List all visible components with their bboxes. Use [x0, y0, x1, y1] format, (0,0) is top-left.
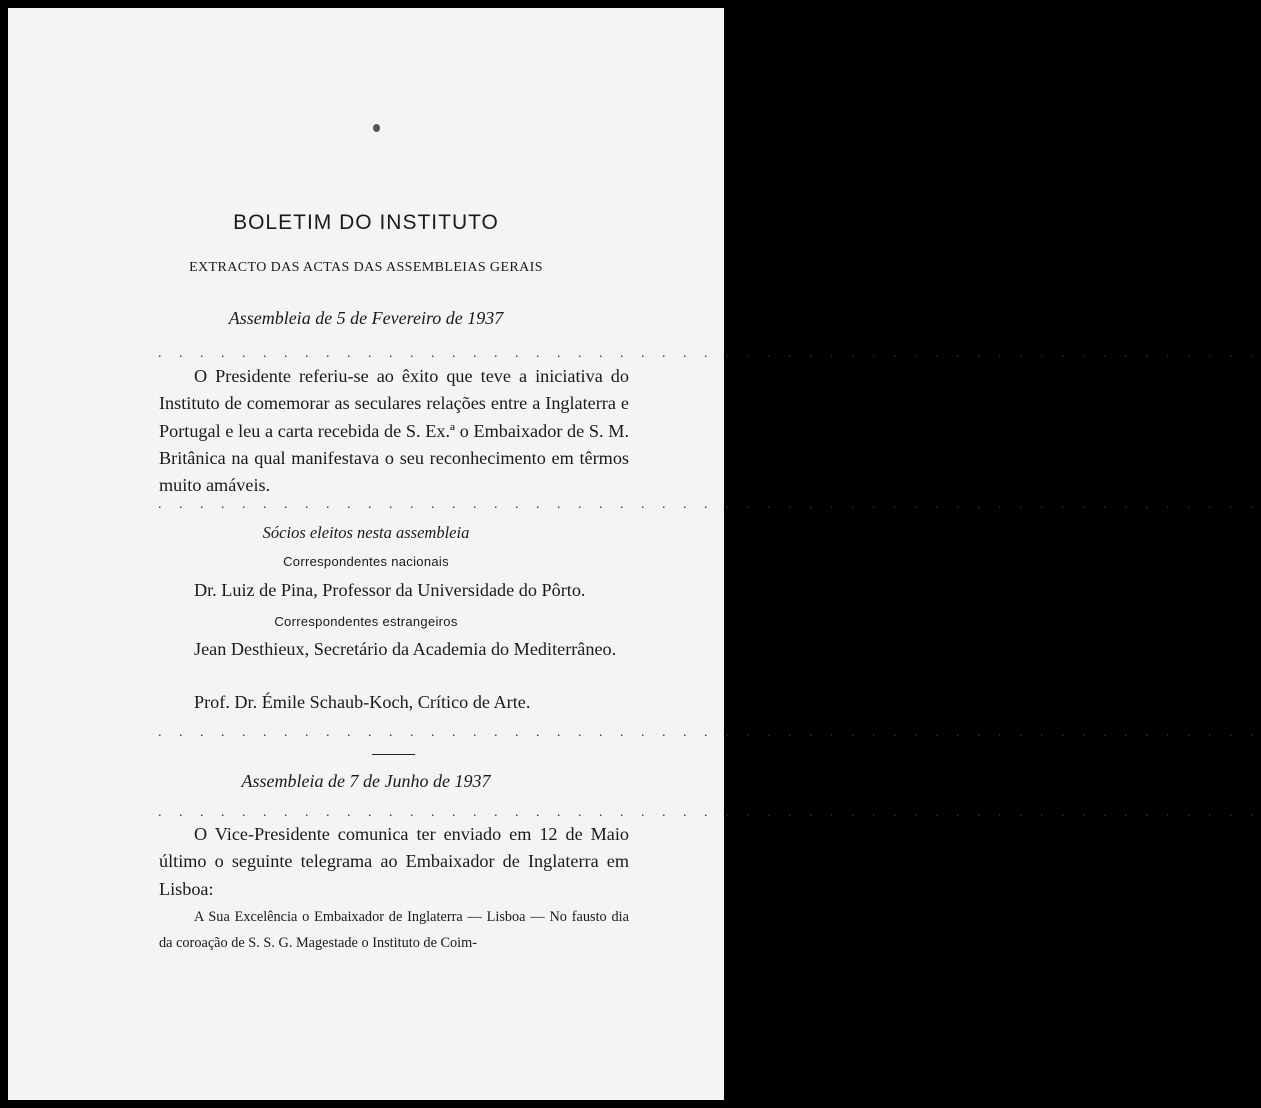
- page-title: BOLETIM DO INSTITUTO: [233, 211, 499, 234]
- section-divider: [372, 754, 415, 755]
- page-subtitle: EXTRACTO DAS ACTAS DAS ASSEMBLEIAS GERAIS: [189, 260, 543, 275]
- assembly-1-paragraph: O Presidente referiu-se ao êxito que teve a iniciativa do Instituto de comemorar as seculares relações entre a Inglaterra e Portugal e leu a carta recebida de S. Ex.ª o Embaixador de S. M. Britânica na qual manifestava o seu reconhecimento em têrmos muito amáveis.: [159, 366, 629, 496]
- telegram-text: A Sua Excelência o Embaixador de Inglaterra — Lisboa — No fausto dia da coroação de S. S. G. Magestade o Instituto de Coim-: [159, 909, 629, 951]
- foreign-member-1: Jean Desthieux, Secretário da Academia do Mediterrâneo.: [194, 639, 617, 659]
- dot-leader: . . . . . . . . . . . . . . . . . . . . . . . . . . . . . . . . . . . . . . . . . . . . . . . . . . . . .: [158, 346, 1261, 361]
- national-member: Dr. Luiz de Pina, Professor da Universidade do Pôrto.: [194, 580, 586, 600]
- foreign-label: Correspondentes estrangeiros: [274, 614, 458, 629]
- foreign-member-2: Prof. Dr. Émile Schaub-Koch, Crítico de Arte.: [194, 692, 531, 712]
- dot-leader: . . . . . . . . . . . . . . . . . . . . . . . . . . . . . . . . . . . . . . . . . . . . . . . . . . . . .: [158, 725, 1261, 740]
- assembly-2-paragraph: O Vice-Presidente comunica ter enviado em 12 de Maio último o seguinte telegrama ao Embaixador de Inglaterra em Lisboa:: [159, 824, 629, 899]
- dot-leader: . . . . . . . . . . . . . . . . . . . . . . . . . . . . . . . . . . . . . . . . . . . . . . . . . . . . .: [158, 805, 1261, 820]
- national-label: Correspondentes nacionais: [283, 554, 449, 569]
- document-page: [8, 8, 1261, 1100]
- assembly-2-heading: Assembleia de 7 de Junho de 1937: [241, 771, 491, 791]
- members-heading: Sócios eleitos nesta assembleia: [262, 523, 470, 542]
- ink-speck: [373, 124, 380, 132]
- dot-leader: . . . . . . . . . . . . . . . . . . . . . . . . . . . . . . . . . . . . . . . . . . . . . . . . . . . . .: [158, 497, 1261, 512]
- assembly-1-heading: Assembleia de 5 de Fevereiro de 1937: [228, 308, 504, 328]
